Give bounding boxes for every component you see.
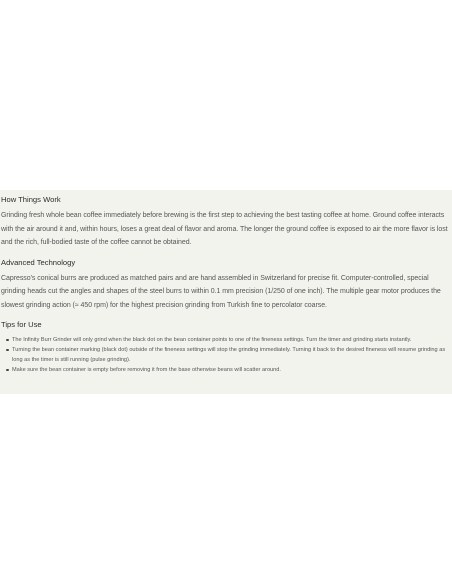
tips-list-item-text: Turning the bean container marking (black dot) outside of the fineness settings will stop the grinding immediately. Turning it back to the desired fineness will resume grinding as long as the timer is still running (pulse grinding). <box>12 347 446 363</box>
tips-list-item <box>6 345 451 365</box>
tips-list-item-text: Make sure the bean container is empty before removing it from the base otherwise beans will scatter around. <box>12 367 281 373</box>
how-things-work-text: Grinding fresh whole bean coffee immediately before brewing is the first step to achieving the best tasting coffee at home. Ground coffee interacts with the air around it and, within hours, loses a great deal of flavor and aroma. The longer the ground coffee is exposed to air the more flavor is lost and the rich, full-bodied taste of the coffee cannot be obtained. <box>1 212 448 246</box>
tips-list-item <box>6 365 451 375</box>
advanced-technology-text: Capresso’s conical burrs are produced as matched pairs and are hand assembled in Switzerland for precise fit. Computer-controlled, special grinding heads cut the angles and shapes of the steel burrs to within 0.1 mm precision (1/250 of one inch). The multiple gear motor produces the slowest grinding action (≈ 450 rpm) for the highest precision grinding from Turkish fine to percolator coarse. <box>1 274 441 309</box>
tips-for-use-section <box>1 320 451 375</box>
advanced-technology-heading: Advanced Technology <box>1 257 76 267</box>
tips-list-item-text: The Infinity Burr Grinder will only grind when the black dot on the bean container points to one of the fineness settings. Turn the timer and grinding starts instantly. <box>12 337 412 343</box>
tips-list <box>1 335 451 375</box>
product-info-panel <box>0 190 452 394</box>
how-things-work-heading: How Things Work <box>1 195 61 204</box>
tips-list-item <box>6 335 451 345</box>
how-things-work-section <box>1 195 451 250</box>
bullet-icon <box>6 349 9 352</box>
advanced-technology-section <box>1 258 451 313</box>
bullet-icon <box>6 339 9 342</box>
tips-for-use-heading: Tips for Use <box>1 320 42 329</box>
bullet-icon <box>6 369 9 372</box>
